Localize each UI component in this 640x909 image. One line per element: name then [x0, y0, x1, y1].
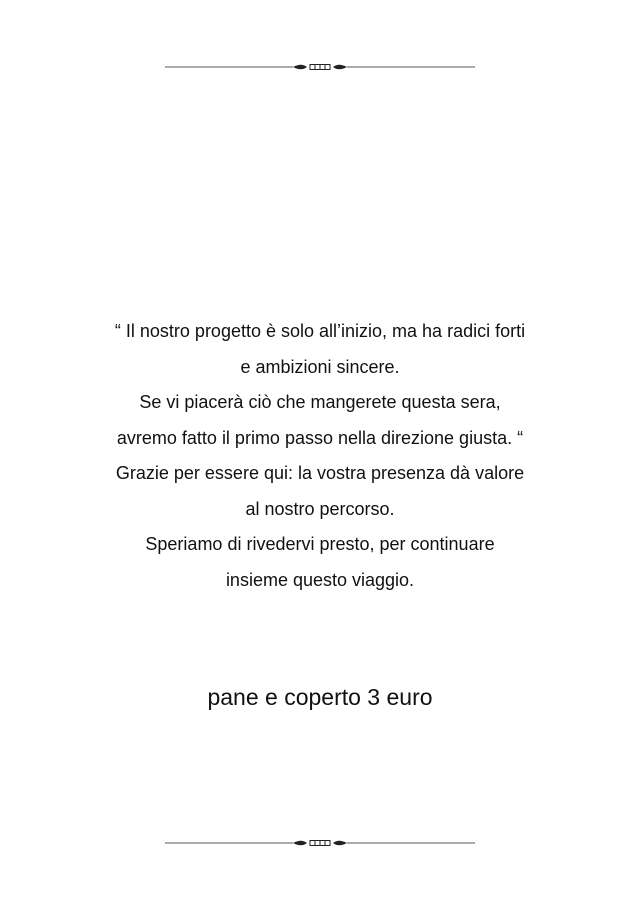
intro-line: al nostro percorso. [245, 498, 395, 519]
top-ornamental-divider-icon [165, 62, 475, 72]
intro-line: Grazie per essere qui: la vostra presenza dà valore [115, 463, 525, 483]
intro-line: “ Il nostro progetto è solo all’inizio, ma ha radici forti [114, 321, 526, 341]
intro-text-block [0, 314, 640, 598]
cover-charge-note: pane e coperto 3 euro [207, 684, 433, 710]
bottom-ornamental-divider-icon [165, 838, 475, 848]
intro-line: avremo fatto il primo passo nella direzione giusta. “ [116, 427, 524, 448]
intro-line: Se vi piacerà ciò che mangerete questa sera, [139, 392, 501, 412]
intro-line: e ambizioni sincere. [240, 356, 400, 377]
intro-line: insieme questo viaggio. [225, 569, 415, 590]
intro-line: Speriamo di rivedervi presto, per continuare [145, 534, 495, 554]
